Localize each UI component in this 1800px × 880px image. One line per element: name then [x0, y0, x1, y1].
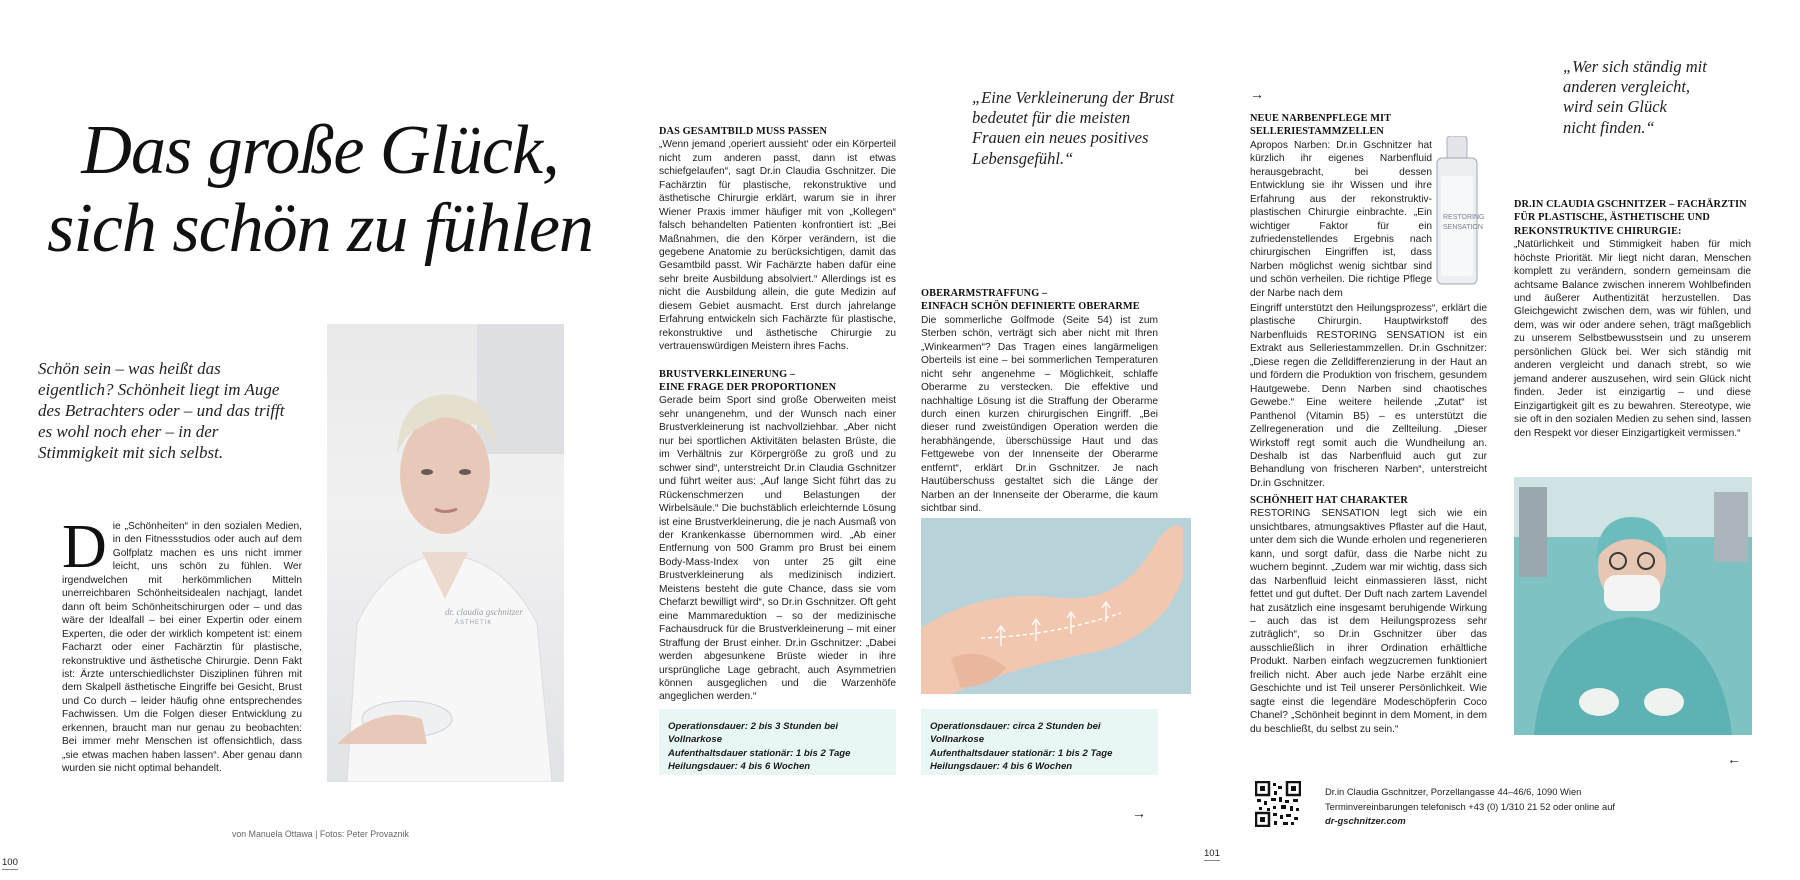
intro-text: ie „Schönheiten“ in den sozialen Medien, in den Fitnessstudios oder auch auf dem Golfplatz machen es uns nicht immer leicht, uns schön zu fühlen. Wer irgendwelchen mit herkömmlichen Mitteln unerreichbaren Schönheitsidealen nachjagt, landet dann oft beim Schönheitschirurgen oder – und das wäre der Idealfall – bei einer Expertin oder einem Experten, die oder der wirklich kompetent ist: einem Facharzt oder einer Fachärztin für plastische, rekonstruktive und ästhetische Chirurgie. Denn Fakt ist: Ärzte unterschiedlichster Disziplinen führen mit dem Skalpell ästhetische Eingriffe bei Gesicht, Brust und Co durch – leider häufig ohne entsprechendes Fachwissen. Um die Folgen dieser Entwicklung zu erkennen, braucht man nur genau zu beobachten: Bei immer mehr Menschen ist offensichtlich, dass „sie etwas machen haben lassen“. Aber genau dann wurden sie nicht optimal behandelt.: [62, 521, 302, 775]
qr-code[interactable]: [1255, 781, 1301, 827]
coat-logo: dr. claudia gschnitzer: [445, 607, 523, 617]
pull-quote-happiness: [1563, 57, 1763, 138]
arm-illustration: [921, 518, 1191, 694]
page-number-left: 100: [2, 857, 18, 868]
info-stay: Aufenthaltsdauer stationär: 1 bis 2 Tage: [930, 747, 1113, 759]
info-stay: Aufenthaltsdauer stationär: 1 bis 2 Tage: [668, 747, 851, 759]
info-op-duration: Operationsdauer: 2 bis 3 Stunden bei Vollnarkose: [668, 721, 839, 746]
section-heading-oberarm-2: EINFACH SCHÖN DEFINIERTE OBERARME: [921, 301, 1140, 313]
section-heading-oberarm-1: OBERARMSTRAFFUNG –: [921, 288, 1048, 299]
arrow-left-icon: ←: [1727, 751, 1741, 767]
section-heading-narben-2: SELLERIESTAMMZELLEN: [1250, 126, 1384, 138]
contact-phone: Terminvereinbarungen telefonisch +43 (0) 1/310 21 52 oder online auf: [1325, 800, 1616, 812]
page-number-right: 101: [1204, 848, 1220, 859]
contact-address: Dr.in Claudia Gschnitzer, Porzellangasse 44–46/6, 1090 Wien: [1325, 786, 1582, 797]
intro-paragraph: [62, 513, 302, 776]
section-heading-doctor-3: REKONSTRUKTIVE CHIRURGIE:: [1514, 225, 1682, 237]
product-bottle-image: [1433, 136, 1485, 286]
title-line-1: Das große Glück,: [81, 112, 559, 189]
pull-quote-line: nicht finden.“: [1563, 117, 1655, 137]
section-body-charakter: RESTORING SENSATION legt sich wie ein unsichtbares, atmungsaktives Pflaster auf die Haut, unter dem sich die Wunde erholen und regenerieren kann, und sorgt dafür, dass die Narbe nicht zu wuchern beginnt. „Zudem war mir wichtig, dass sich das Narbenfluid leicht einmassieren lässt, nicht fettet und gut duftet. Der Duft nach zartem Lavendel hat zusätzlich eine insgesamt beruhigende Wirkung – auch das ist dem Heilungsprozess sehr zuträglich“, so Dr.in Gschnitzer über das ausschließlich in ihrer Ordination erhältliche Produkt. Narben einfach wegzucremen funktioniert freilich nicht. Aber auch jede Narbe erzählt eine Geschichte und ist Teil unserer Persönlichkeit. Wie sagte einst die legendäre Modeschöpferin Coco Chanel? „Schönheit beginnt in dem Moment, in dem du beschließt, du selbst zu sein.“: [1250, 508, 1487, 735]
info-op-duration: Operationsdauer: circa 2 Stunden bei Vollnarkose: [930, 721, 1101, 746]
info-healing: Heilungsdauer: 4 bis 6 Wochen: [930, 760, 1073, 772]
byline-credit: von Manuela Ottawa | Fotos: Peter Provaznik: [232, 829, 409, 839]
article-lead: Schön sein – was heißt das eigentlich? Schönheit liegt im Auge des Betrachters oder – und das trifft es wohl noch eher – in der Stimmigkeit mit sich selbst.: [38, 359, 285, 462]
column-4-top: [1250, 112, 1432, 300]
section-body-brust: Gerade beim Sport sind große Oberweiten meist sehr unangenehm, und der Wunsch nach einer Brustverkleinerung ist nachvollziehbar. „Aber nicht nur bei sportlichen Aktivitäten belasten Brüste, die im Verhältnis zur Körpergröße zu groß und zu schwer sind“, unterstreicht Dr.in Claudia Gschnitzer und führt weiter aus: „Auf lange Sicht führt das zu Rückenschmerzen und Belastungen der Wirbelsäule.“ Die buchstäblich erleichternde Lösung ist eine Brustverkleinerung, die je nach Ausmaß von der Krankenkasse übernommen wird. „Ab einer Entfernung von 500 Gramm pro Brust bei einem Body-Mass-Index von unter 25 gilt eine Brustverkleinerung als medizinisch indiziert. Meistens besteht die gute Chance, dass sie vom Chefarzt bewilligt wird“, so Dr.in Gschnitzer. Oft geht eine Mammareduktion – so der medizinische Fachausdruck für die Brustverkleinerung – mit einer Straffung der Brust einher. Dr.in Gschnitzer: „Dabei werden abgesunkene Brüste wieder in ihre ursprüngliche Lage gebracht, auch Asymmetrien können ausgeglichen und die Warzenhöfe angeglichen werden.“: [659, 395, 896, 703]
section-heading-brust-1: BRUSTVERKLEINERUNG –: [659, 368, 796, 380]
article-title: [40, 112, 600, 268]
pull-quote-line: wird sein Glück: [1563, 97, 1667, 117]
doctor-portrait-illustration: [327, 324, 564, 782]
section-heading-doctor-2: FÜR PLASTISCHE, ÄSTHETISCHE UND: [1514, 212, 1710, 224]
info-healing: Heilungsdauer: 4 bis 6 Wochen: [668, 760, 811, 772]
section-body-oberarm: Die sommerliche Golfmode (Seite 54) ist zum Sterben schön, verträgt sich aber nicht mit Ihren „Winkearmen“? Das Tragen eines langärmeligen Oberteils ist eine – bei sommerlichen Temperaturen nicht sehr angenehme – Möglichkeit, schlaffe Oberarme zu verstecken. Die effektive und nachhaltige Lösung ist die Straffung der Oberarme durch einen kurzen chirurgischen Eingriff. „Bei dieser rund zweistündigen Operation werden die herabhängende, überschüssige Haut und das Fettgewebe von der Innenseite der Oberarme entfernt“, erklärt Dr.in Gschnitzer. Je nach Hautüberschuss gestaltet sich die Länge der Narben an der Innenseite der Oberarme, die kaum sichtbar sind.: [921, 314, 1158, 515]
column-4-bottom: [1250, 494, 1487, 736]
bottle-label-1: RESTORING: [1443, 214, 1485, 221]
section-heading-narben-1: NEUE NARBENPFLEGE MIT: [1250, 113, 1392, 124]
infobox-arm-lift: [921, 709, 1158, 775]
pull-quote-line: anderen vergleicht,: [1563, 77, 1691, 97]
portrait-photo: [327, 324, 564, 782]
section-body-narben-part2: Eingriff unterstützt den Heilungsprozess“, erklärt die plastische Chirurgin. Hauptwirkstoff des Narbenfluids RESTORING SENSATION ist ein Extrakt aus Selleriestammzellen. Dr.in Gschnitzer: „Diese regen die Zelldifferenzierung in der Haut an und fördern die Produktion von frischem, gesundem Hautgewebe. Denn Narben sind chaotisches Gewebe.“ Eine weitere heilende „Zutat“ ist Panthenol (Vitamin B5) – es unterstützt die Zellregeneration und die Zellteilung. „Dieser Wirkstoff regt somit auch die Wundheilung an. Deshalb ist das Narbenfluid auch gut zur Behandlung von frischeren Narben“, unterstreicht Dr.in Gschnitzer.: [1250, 303, 1487, 489]
section-body-doctor-quote: „Natürlichkeit und Stimmigkeit haben für mich höchste Priorität. Mir liegt nicht daran, Menschen komplett zu verändern, sondern gemeinsam die achtsame Balance zwischen innerem Wohlbefinden und äußerer Authentizität herzustellen. Das Gleichgewicht zwischen dem, was wir fühlen, und dem, was wir oder andere sehen, trägt maßgeblich zu unserem Selbstbewusstsein und zu unserem persönlichen Glück bei. Wer sich ständig mit anderen vergleicht und danach strebt, so wie jemand anderer auszusehen, wird sein Glück nicht finden. Jeder ist einzigartig – und diese Einzigartigkeit gilt es zu bewahren. Stereotype, wie sie oft in den sozialen Medien zu sehen sind, lassen den Respekt vor dieser Einzigartigkeit vermissen.“: [1514, 239, 1751, 439]
serum-bottle-icon: [1433, 136, 1481, 286]
arm-lift-photo: [921, 518, 1191, 694]
infobox-breast-reduction: [659, 709, 896, 775]
pull-quote-line: „Wer sich ständig mit: [1563, 57, 1707, 76]
qr-code-icon: [1255, 781, 1301, 827]
column-2: [659, 125, 896, 704]
dropcap: D: [62, 513, 107, 581]
section-brustverkleinerung: [659, 368, 896, 704]
section-body-narben-part1: Apropos Narben: Dr.in Gschnitzer hat kürzlich ihr eigenes Narbenfluid herausgebracht, bei dessen Entwicklung sie ihr Wissen und ihre Erfahrung aus der rekonstruktiv-plastischen Chirurgie einbrachte. „Ein wichtiger Faktor für ein zufriedenstellendes Ergebnis nach chirurgischen Eingriffen ist, dass Narben möglichst wenig sichtbar sind und schön verheilen. Die richtige Pflege der Narbe nach dem: [1250, 139, 1432, 299]
title-line-2: sich schön zu fühlen: [47, 190, 593, 267]
section-heading-gesamtbild: DAS GESAMTBILD MUSS PASSEN: [659, 126, 828, 137]
pull-quote-breast: „Eine Verkleinerung der Brust bedeutet für die meisten Frauen ein neues positives Lebensgefühl.“: [972, 88, 1175, 168]
arrow-right-icon: →: [1250, 86, 1264, 102]
coat-logo-sub: ÄSTHETIK: [455, 620, 493, 626]
surgery-photo: [1514, 477, 1752, 735]
surgeon-illustration: [1514, 477, 1752, 735]
contact-info: [1325, 785, 1615, 829]
column-4-middle: [1250, 302, 1487, 490]
contact-website-link[interactable]: dr-gschnitzer.com: [1325, 815, 1406, 826]
section-heading-charakter: SCHÖNHEIT HAT CHARAKTER: [1250, 495, 1408, 506]
column-3: [921, 287, 1158, 516]
column-5: [1514, 198, 1751, 440]
section-body-gesamtbild: „Wenn jemand ‚operiert aussieht‘ oder ein Körperteil nicht zum anderen passt, dann ist etwas schiefgelaufen“, sagt Dr.in Claudia Gschnitzer. Die Fachärztin für plastische, rekonstruktive und ästhetische Chirurgie erklärt, warum sie in ihrer Wiener Praxis immer häufiger mit von „Kollegen“ falsch behandelten Patienten konfrontiert ist: „Bei Maßnahmen, die den Körper verändern, ist die gegebene Anatomie zu berücksichtigen, damit das Gesamtbild passt. Wir Fachärzte haben dafür eine sehr breite Ausbildung absolviert.“ Allerdings ist es nicht die Ausbildung allein, die gute Medizin auf diesem Gebiet ausmacht. Erst durch jahrelange Erfahrung entwickeln sich Fachärzte für plastische, rekonstruktive und ästhetische Chirurgie zu vertrauenswürdigen Meistern ihres Fachs.: [659, 139, 896, 353]
section-heading-doctor-1: DR.IN CLAUDIA GSCHNITZER – FACHÄRZTIN: [1514, 199, 1747, 210]
section-heading-brust-2: EINE FRAGE DER PROPORTIONEN: [659, 382, 837, 394]
bottle-label-2: SENSATION: [1443, 224, 1483, 231]
arrow-right-icon: →: [1132, 805, 1146, 821]
